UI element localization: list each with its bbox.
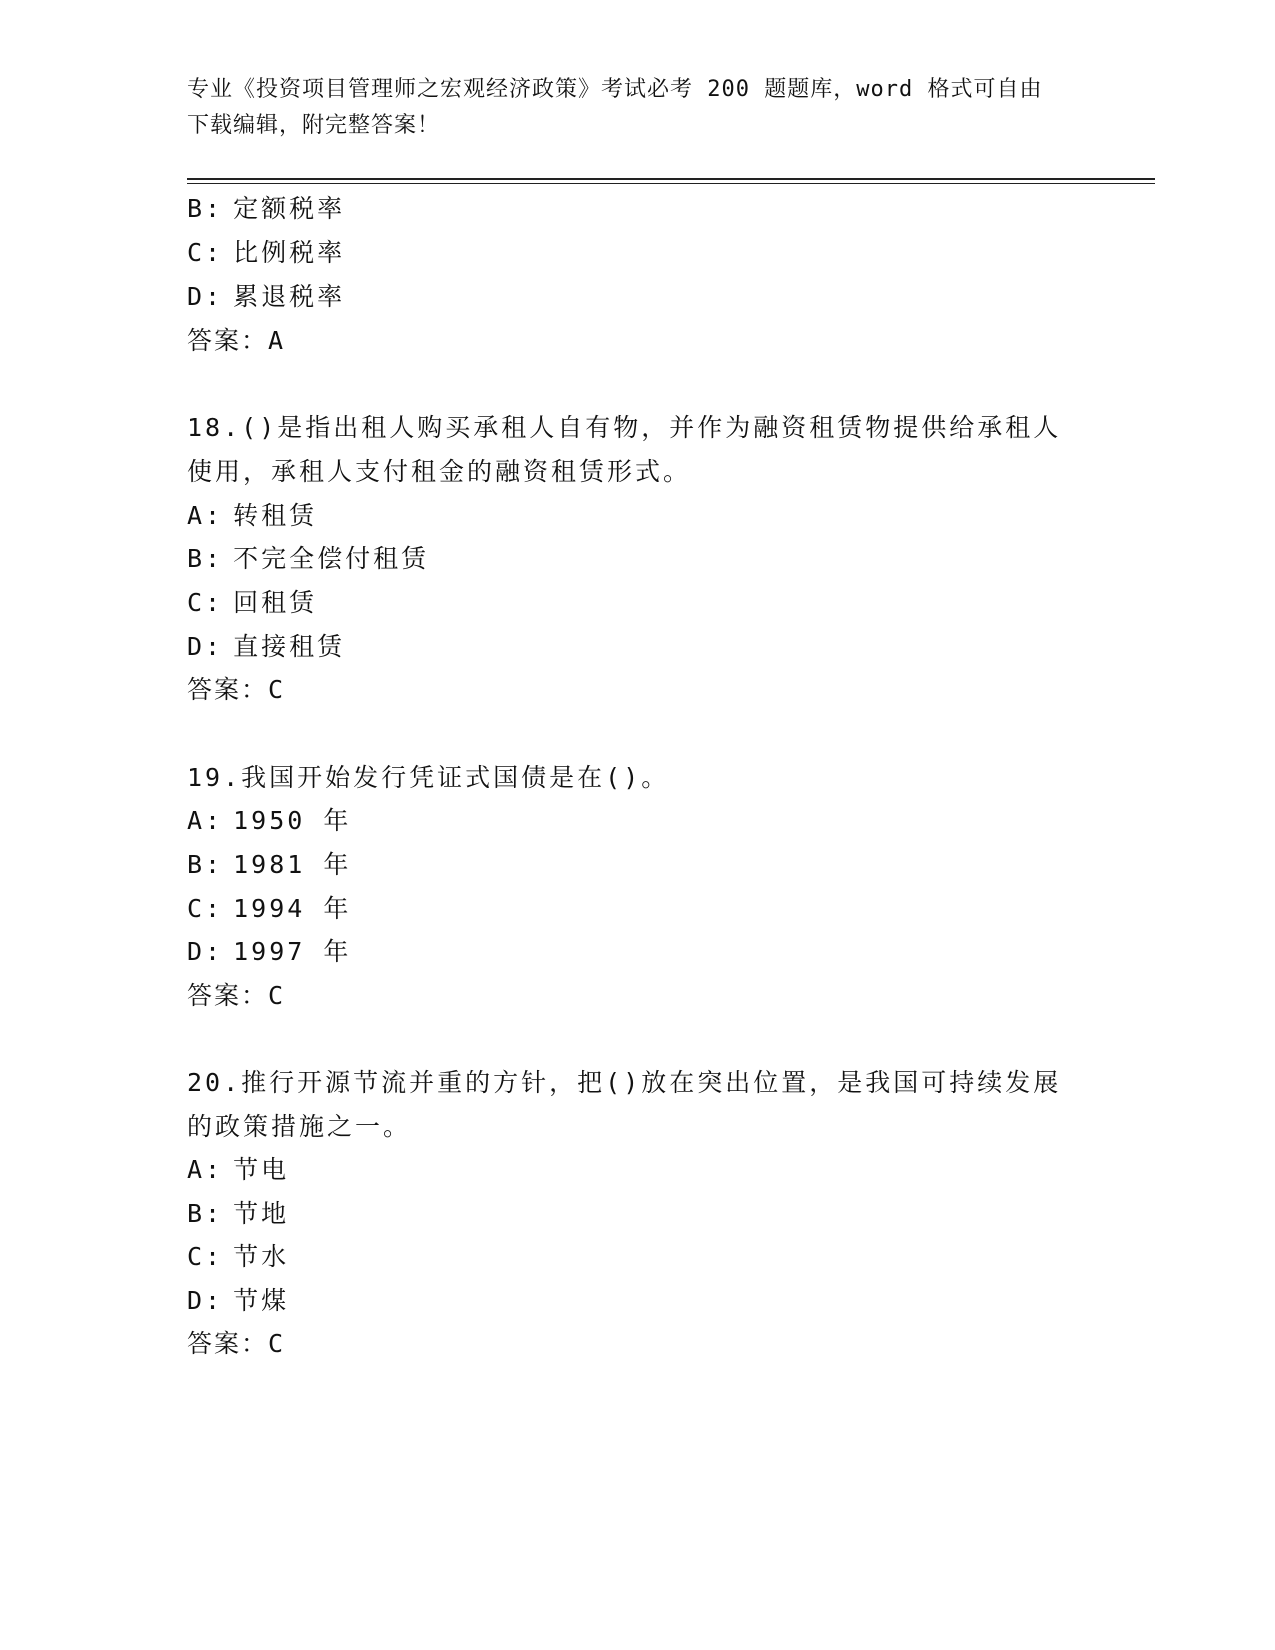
- q18-option-c: [187, 583, 317, 623]
- option-text: 回租赁: [233, 588, 318, 617]
- q20-answer: 答案：C: [187, 1329, 286, 1358]
- q17-answer: 答案：A: [187, 326, 286, 355]
- option-label: B:: [187, 850, 224, 879]
- option-label: B:: [187, 194, 224, 223]
- header-line-1: 专业《投资项目管理师之宏观经济政策》考试必考 200 题题库，word 格式可自由: [187, 77, 1043, 102]
- q20-question-line-2: 的政策措施之一。: [187, 1112, 412, 1141]
- q20-option-b: [187, 1194, 289, 1234]
- q17-option-b: [187, 189, 345, 229]
- option-label: D:: [187, 937, 224, 966]
- option-label: A:: [187, 501, 224, 530]
- q19-answer: 答案：C: [187, 981, 286, 1010]
- option-label: A:: [187, 1155, 224, 1184]
- option-text: 转租赁: [233, 501, 318, 530]
- option-text: 1997 年: [233, 937, 352, 966]
- option-label: B:: [187, 544, 224, 573]
- option-label: C:: [187, 588, 224, 617]
- option-label: B:: [187, 1199, 224, 1228]
- option-label: D:: [187, 282, 224, 311]
- option-label: C:: [187, 894, 224, 923]
- option-label: C:: [187, 1242, 224, 1271]
- q18-option-b: [187, 539, 429, 579]
- header-line-2: 下载编辑，附完整答案！: [187, 113, 441, 138]
- q17-option-d: [187, 277, 345, 317]
- q19-option-b: [187, 845, 351, 885]
- option-text: 1994 年: [233, 894, 352, 923]
- q19-question-line-1: 19.我国开始发行凭证式国债是在()。: [187, 763, 670, 792]
- document-header: [187, 72, 1087, 144]
- option-text: 节地: [233, 1199, 290, 1228]
- option-text: 比例税率: [233, 238, 346, 267]
- option-text: 节煤: [233, 1286, 290, 1315]
- header-divider-thin: [187, 183, 1155, 184]
- option-text: 不完全偿付租赁: [233, 544, 430, 573]
- option-label: D:: [187, 1286, 224, 1315]
- q20-question-line-1: 20.推行开源节流并重的方针，把()放在突出位置，是我国可持续发展: [187, 1068, 1062, 1097]
- option-text: 累退税率: [233, 282, 346, 311]
- q18-option-a: [187, 496, 317, 536]
- option-text: 节水: [233, 1242, 290, 1271]
- option-text: 定额税率: [233, 194, 346, 223]
- option-text: 直接租赁: [233, 632, 346, 661]
- q19-option-a: [187, 801, 351, 841]
- q18-question-line-2: 使用，承租人支付租金的融资租赁形式。: [187, 457, 692, 486]
- q17-option-c: [187, 233, 345, 273]
- q18-option-d: [187, 627, 345, 667]
- option-text: 1981 年: [233, 850, 352, 879]
- q20-option-a: [187, 1150, 289, 1190]
- option-label: A:: [187, 806, 224, 835]
- header-divider-thick: [187, 178, 1155, 180]
- q18-question-line-1: 18.()是指出租人购买承租人自有物，并作为融资租赁物提供给承租人: [187, 413, 1062, 442]
- q20-option-d: [187, 1281, 289, 1321]
- option-label: D:: [187, 632, 224, 661]
- q18-answer: 答案：C: [187, 675, 286, 704]
- q20-option-c: [187, 1237, 289, 1277]
- q19-option-d: [187, 932, 351, 972]
- option-label: C:: [187, 238, 224, 267]
- option-text: 节电: [233, 1155, 290, 1184]
- option-text: 1950 年: [233, 806, 352, 835]
- q19-option-c: [187, 889, 351, 929]
